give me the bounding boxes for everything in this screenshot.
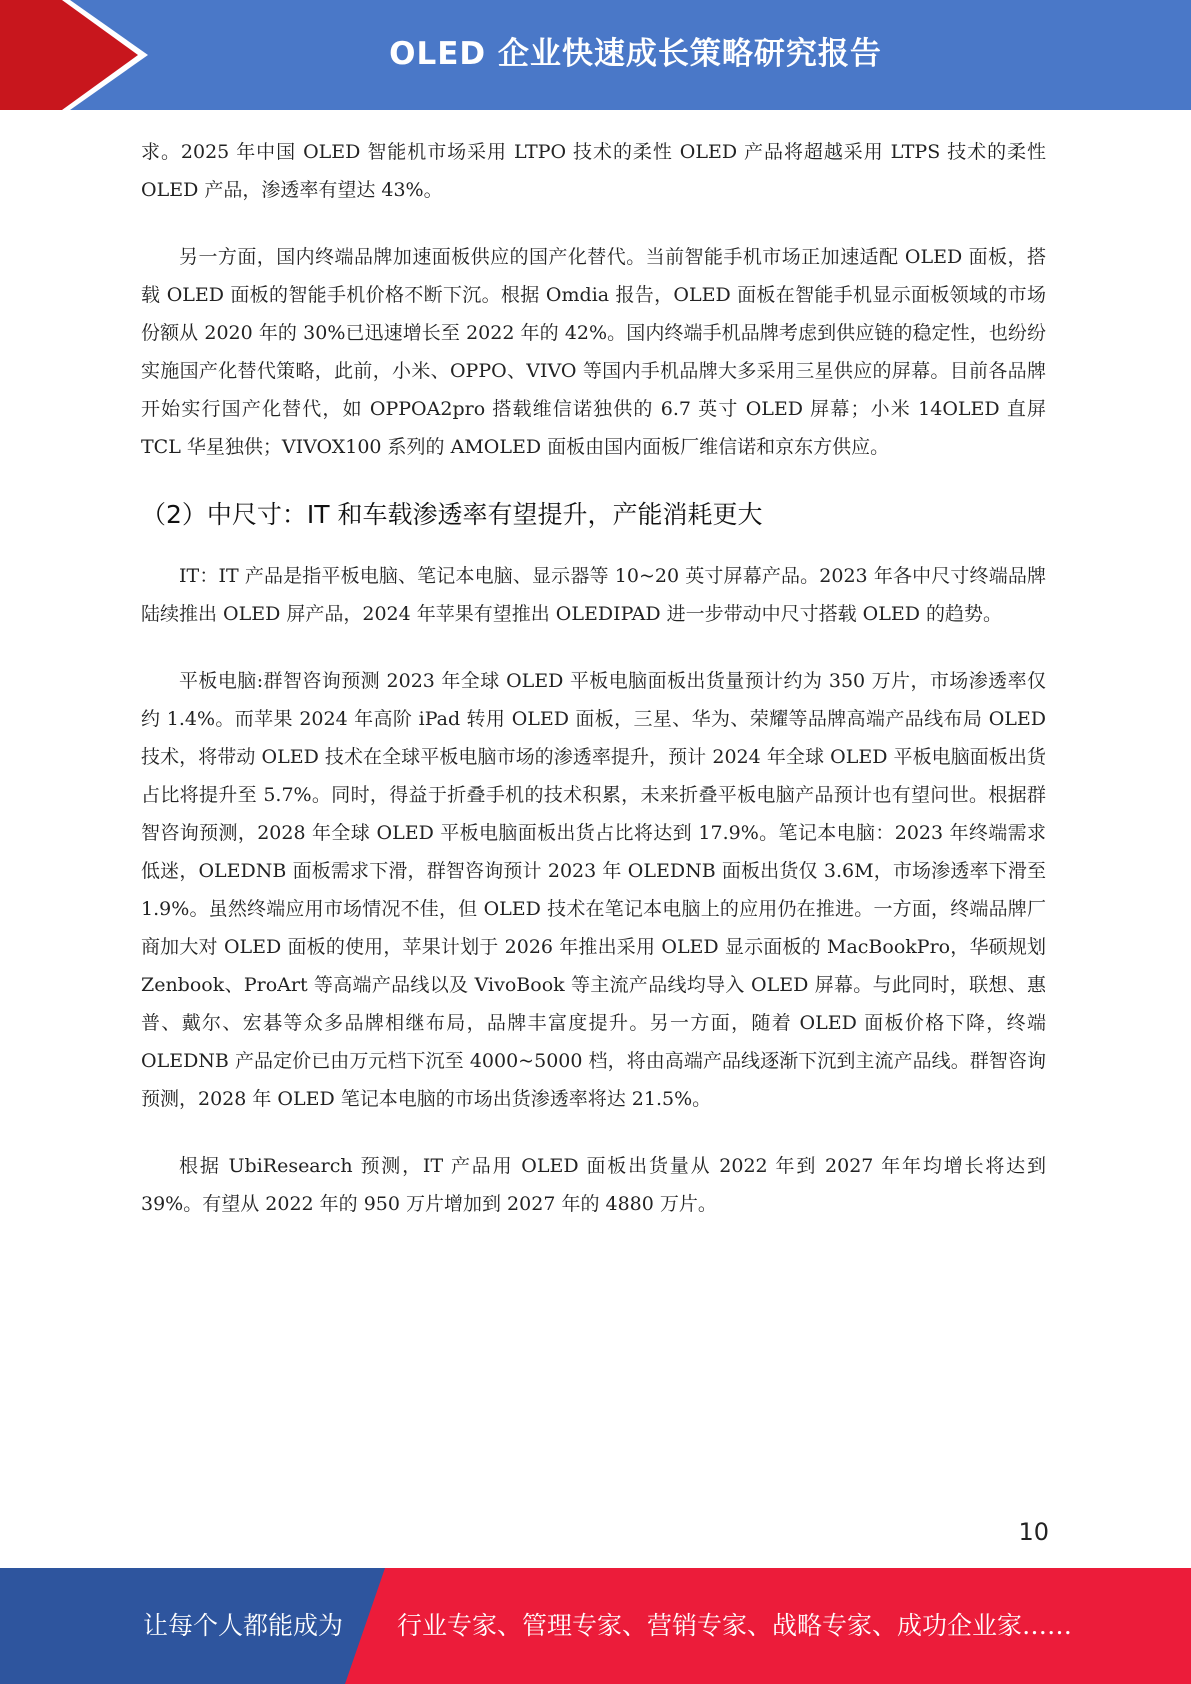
section-heading: （2）中尺寸：IT 和车载渗透率有望提升，产能消耗更大: [141, 500, 763, 529]
paragraph-ubiresearch-forecast: 根据 UbiResearch 预测，IT 产品用 OLED 面板出货量从 2022 年到 2027 年年均增长将达到 39%。有望从 2022 年的 950 万片增加到 2027 年的 4880 万片。: [141, 1155, 1046, 1215]
paragraph-it-intro: IT：IT 产品是指平板电脑、笔记本电脑、显示器等 10~20 英寸屏幕产品。2023 年各中尺寸终端品牌陆续推出 OLED 屏产品，2024 年苹果有望推出 OLEDIPAD 进一步带动中尺寸搭载 OLED 的趋势。: [141, 565, 1046, 625]
report-title: OLED 企业快速成长策略研究报告: [389, 36, 882, 72]
page-number: 10: [1018, 1518, 1049, 1546]
footer-slogan-left: 让每个人都能成为: [143, 1611, 344, 1640]
paragraph-tablet-notebook: 平板电脑:群智咨询预测 2023 年全球 OLED 平板电脑面板出货量预计约为 350 万片，市场渗透率仅约 1.4%。而苹果 2024 年高阶 iPad 转用 OLED 面板，三星、华为、荣耀等品牌高端产品线布局 OLED 技术，将带动 OLED 技术在全球平板电脑市场的渗透率提升，预计 2024 年全球 OLED 平板电脑面板出货占比将提升至 5.7%。同时，得益于折叠手机的技术积累，未来折叠平板电脑产品预计也有望问世。根据群智咨询预测，2028 年全球 OLED 平板电脑面板出货占比将达到 17.9%。笔记本电脑：2023 年终端需求低迷，OLEDNB 面板需求下滑，群智咨询预计 2023 年 OLEDNB 面板出货仅 3.6M，市场渗透率下滑至 1.9%。虽然终端应用市场情况不佳，但 OLED 技术在笔记本电脑上的应用仍在推进。一方面，终端品牌厂商加大对 OLED 面板的使用，苹果计划于 2026 年推出采用 OLED 显示面板的 MacBookPro，华硕规划 Zenbook、ProArt 等高端产品线以及 VivoBook 等主流产品线均导入 OLED 屏幕。与此同时，联想、惠普、戴尔、宏碁等众多品牌相继布局，品牌丰富度提升。另一方面，随着 OLED 面板价格下降，终端 OLEDNB 产品定价已由万元档下沉至 4000~5000 档，将由高端产品线逐渐下沉到主流产品线。群智咨询预测，2028 年 OLED 笔记本电脑的市场出货渗透率将达 21.5%。: [141, 670, 1046, 1110]
paragraph-continued: 求。2025 年中国 OLED 智能机市场采用 LTPO 技术的柔性 OLED 产品将超越采用 LTPS 技术的柔性 OLED 产品，渗透率有望达 43%。: [141, 141, 1046, 201]
page-content: [141, 133, 1046, 1252]
footer-slogan-right: 行业专家、管理专家、营销专家、战略专家、成功企业家……: [397, 1611, 1073, 1640]
header-chevron-decoration: [0, 0, 150, 110]
paragraph-domestic-substitution: 另一方面，国内终端品牌加速面板供应的国产化替代。当前智能手机市场正加速适配 OLED 面板，搭载 OLED 面板的智能手机价格不断下沉。根据 Omdia 报告，OLED 面板在智能手机显示面板领域的市场份额从 2020 年的 30%已迅速增长至 2022 年的 42%。国内终端手机品牌考虑到供应链的稳定性，也纷纷实施国产化替代策略，此前，小米、OPPO、VIVO 等国内手机品牌大多采用三星供应的屏幕。目前各品牌开始实行国产化替代，如 OPPOA2pro 搭载维信诺独供的 6.7 英寸 OLED 屏幕；小米 14OLED 直屏 TCL 华星独供；VIVOX100 系列的 AMOLED 面板由国内面板厂维信诺和京东方供应。: [141, 246, 1046, 458]
page-header: [0, 0, 1191, 110]
page-footer: [0, 1568, 1191, 1684]
